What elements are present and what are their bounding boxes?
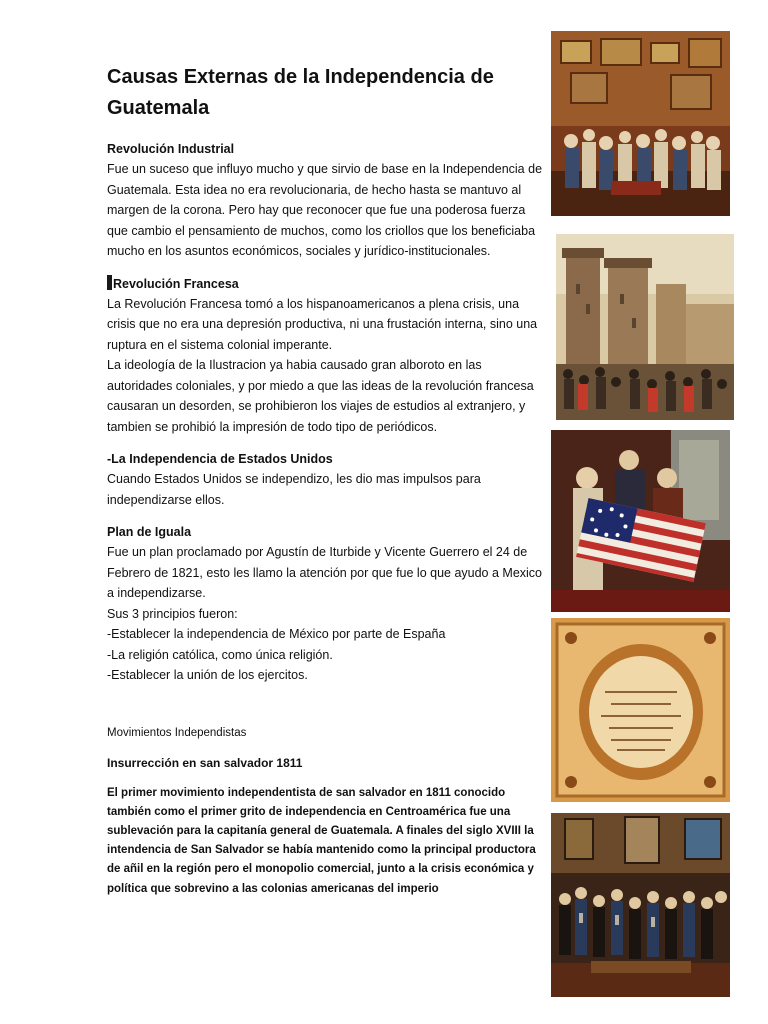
section-heading-text: Revolución Francesa: [113, 276, 239, 291]
section-body: Fue un plan proclamado por Agustín de Iturbide y Vicente Guerrero el 24 de Febrero de 1821, esto les llamo la atención por que fue lo que ayudo a Mexico a independizarse. Sus 3 principios fueron: -Establecer la independencia de México por parte de España -La religión católica, como única religión. -Establecer la unión de los ejercitos.: [107, 545, 542, 682]
section-body: La Revolución Francesa tomó a los hispanoamericanos a plena crisis, una crisis que no era una depresión productiva, ni una frustación interna, sino una ruptura en el sistema colonial imperante. La ideología de la Ilustracion ya habia causado gran alboroto en las autoridades coloniales, y por miedo a que las ideas de la revolución francesa causaran un desorden, se prohibieron los viajes de estudios al extranjero, y tambien se prohibió la impresión de todo tipo de periódicos.: [107, 296, 538, 434]
bastille-painting-image: [556, 234, 734, 420]
page-title: Causas Externas de la Independencia de Guatemala: [107, 66, 494, 119]
flag-painting-image: [551, 430, 730, 612]
section-heading: Revolución Industrial: [107, 142, 235, 156]
section-revolucion-industrial: [107, 139, 543, 262]
constitution-engraving-image: [551, 618, 730, 802]
text-cursor-marker: [107, 275, 112, 290]
section-body: Cuando Estados Unidos se independizo, les dio mas impulsos para independizarse ellos.: [107, 472, 481, 507]
section-body: Fue un suceso que influyo mucho y que sirvio de base en la Independencia de Guatemala. Esta idea no era revolucionaria, de hecho hasta se mantuvo al margen de la corona. Pero hay que reconocer que fue una poderosa fuerza que cambio el pensamiento de muchos, como los criollos que los beneficiaba mucho en los asuntos económicos, sociales y jurídico-institucionales.: [107, 162, 543, 258]
insurrection-heading: Insurrección en san salvador 1811: [107, 755, 303, 770]
section-heading: -La Independencia de Estados Unidos: [107, 452, 333, 466]
section-revolucion-francesa: [107, 274, 543, 438]
text-column: [107, 62, 543, 899]
section-heading: Plan de Iguala: [107, 525, 192, 539]
assembly-painting-image: [551, 813, 730, 997]
section-heading: [107, 274, 543, 294]
movements-label: Movimientos Independistas: [107, 726, 247, 739]
section-plan-de-iguala: [107, 522, 543, 686]
insurrection-body: El primer movimiento independentista de san salvador en 1811 conocido también como el primer grito de independencia en Centroamérica fue una sublevación para la capitanía general de Guatemala. A finales del siglo XVIII la intendencia de San Salvador se había mantenido como la principal productora de añil en la región pero el monopolio comercial, junto a la crisis económica y política que sobrevino a las colonias americanas del imperio: [107, 786, 536, 895]
section-independencia-eeuu: [107, 449, 543, 510]
salon-painting-image: [551, 31, 730, 216]
